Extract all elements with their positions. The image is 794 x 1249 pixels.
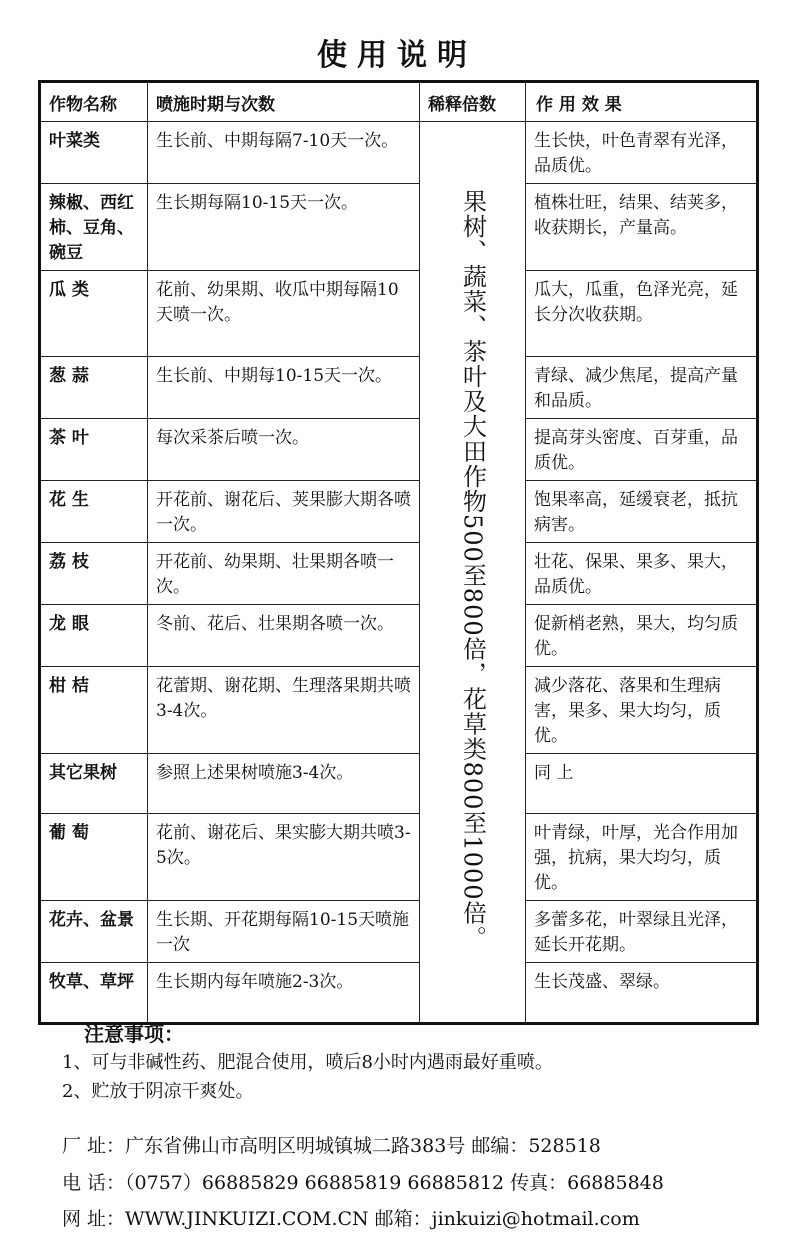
timing-cell: 开花前、谢花后、荚果膨大期各喷一次。 — [148, 481, 420, 543]
notes-title: 注意事项： — [84, 1022, 184, 1046]
timing-cell: 花前、谢花后、果实膨大期共喷3-5次。 — [148, 814, 420, 901]
effect-cell: 提高芽头密度、百芽重，品质优。 — [526, 419, 758, 481]
crop-cell: 柑 桔 — [40, 667, 148, 754]
timing-cell: 开花前、幼果期、壮果期各喷一次。 — [148, 543, 420, 605]
table-row — [40, 271, 758, 357]
header-dilution: 稀释倍数 — [420, 82, 526, 122]
effect-cell: 促新梢老熟，果大，均匀质优。 — [526, 605, 758, 667]
crop-cell: 龙 眼 — [40, 605, 148, 667]
effect-cell: 饱果率高，延缓衰老，抵抗病害。 — [526, 481, 758, 543]
usage-table — [38, 80, 759, 1025]
timing-cell: 参照上述果树喷施3-4次。 — [148, 754, 420, 814]
table-row — [40, 814, 758, 901]
table-row — [40, 481, 758, 543]
table-row — [40, 667, 758, 754]
note-item: 1、可与非碱性药、肥混合使用，喷后8小时内遇雨最好重喷。 — [62, 1052, 553, 1073]
crop-cell: 牧草、草坪 — [40, 963, 148, 1024]
timing-cell: 生长前、中期每隔7-10天一次。 — [148, 122, 420, 184]
header-timing: 喷施时期与次数 — [148, 82, 420, 122]
dilution-cell: 果树、蔬菜、茶叶及大田作物500至800倍，花草类800至1000倍。 — [420, 122, 526, 1024]
timing-cell: 每次采茶后喷一次。 — [148, 419, 420, 481]
note-item: 2、贮放于阴凉干爽处。 — [62, 1081, 254, 1102]
header-crop: 作物名称 — [40, 82, 148, 122]
effect-cell: 壮花、保果、果多、果大，品质优。 — [526, 543, 758, 605]
effect-cell: 减少落花、落果和生理病害，果多、果大均匀，质优。 — [526, 667, 758, 754]
web-line: 网 址：WWW.JINKUIZI.COM.CN 邮箱：jinkuizi@hotmail.com — [62, 1208, 640, 1230]
table-header-row — [40, 82, 758, 122]
timing-cell: 生长期、开花期每隔10-15天喷施一次 — [148, 901, 420, 963]
table-row — [40, 963, 758, 1024]
effect-cell: 植株壮旺，结果、结荚多，收获期长，产量高。 — [526, 184, 758, 271]
crop-cell: 茶 叶 — [40, 419, 148, 481]
effect-cell: 叶青绿，叶厚，光合作用加强，抗病，果大均匀，质优。 — [526, 814, 758, 901]
crop-cell: 葱 蒜 — [40, 357, 148, 419]
timing-cell: 生长期内每年喷施2-3次。 — [148, 963, 420, 1024]
timing-cell: 生长前、中期每10-15天一次。 — [148, 357, 420, 419]
crop-cell: 瓜 类 — [40, 271, 148, 357]
crop-cell: 花 生 — [40, 481, 148, 543]
table-row — [40, 357, 758, 419]
effect-cell: 生长茂盛、翠绿。 — [526, 963, 758, 1024]
crop-cell: 其它果树 — [40, 754, 148, 814]
table-row — [40, 419, 758, 481]
crop-cell: 葡 萄 — [40, 814, 148, 901]
effect-cell: 多蕾多花，叶翠绿且光泽，延长开花期。 — [526, 901, 758, 963]
table-row — [40, 754, 758, 814]
timing-cell: 生长期每隔10-15天一次。 — [148, 184, 420, 271]
effect-cell: 瓜大，瓜重，色泽光亮，延长分次收获期。 — [526, 271, 758, 357]
crop-cell: 叶菜类 — [40, 122, 148, 184]
effect-cell: 同 上 — [526, 754, 758, 814]
crop-cell: 荔 枝 — [40, 543, 148, 605]
table-row — [40, 184, 758, 271]
table-row — [40, 605, 758, 667]
timing-cell: 冬前、花后、壮果期各喷一次。 — [148, 605, 420, 667]
address-line: 厂 址：广东省佛山市高明区明城镇城二路383号 邮编：528518 — [62, 1135, 601, 1157]
effect-cell: 生长快，叶色青翠有光泽，品质优。 — [526, 122, 758, 184]
crop-cell: 辣椒、西红柿、豆角、碗豆 — [40, 184, 148, 271]
table-row — [40, 901, 758, 963]
timing-cell: 花蕾期、谢花期、生理落果期共喷3-4次。 — [148, 667, 420, 754]
timing-cell: 花前、幼果期、收瓜中期每隔10天喷一次。 — [148, 271, 420, 357]
effect-cell: 青绿、减少焦尾，提高产量和品质。 — [526, 357, 758, 419]
phone-line: 电 话：（0757）66885829 66885819 66885812 传真：66885848 — [62, 1172, 664, 1194]
header-effect: 作 用 效 果 — [526, 82, 758, 122]
table-row — [40, 543, 758, 605]
page-title: 使用说明 — [317, 38, 477, 73]
crop-cell: 花卉、盆景 — [40, 901, 148, 963]
table-row — [40, 122, 758, 184]
